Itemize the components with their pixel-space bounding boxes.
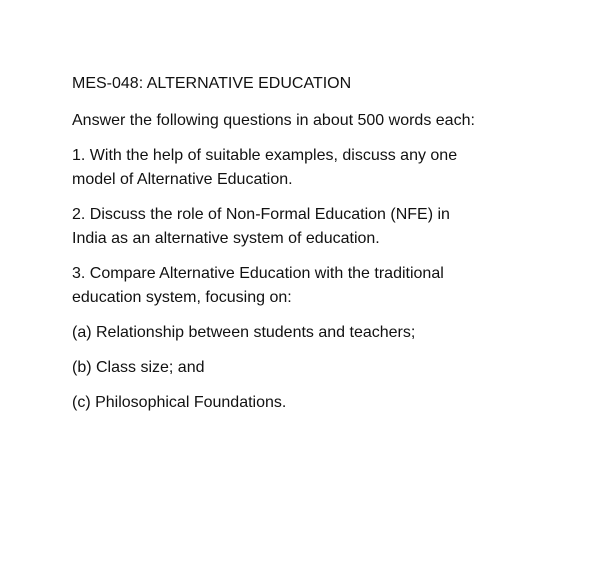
- document-page: [72, 72, 542, 426]
- question-3-line-2: education system, focusing on:: [72, 289, 292, 306]
- sub-point-c: (c) Philosophical Foundations.: [72, 394, 287, 411]
- sub-point-a: (a) Relationship between students and teachers;: [72, 324, 416, 341]
- question-3: [72, 262, 542, 310]
- sub-point-b: (b) Class size; and: [72, 359, 205, 376]
- question-1: [72, 144, 542, 192]
- question-1-line-1: 1. With the help of suitable examples, discuss any one: [72, 147, 458, 164]
- question-2: [72, 203, 542, 251]
- question-2-line-1: 2. Discuss the role of Non-Formal Education (NFE) in: [72, 206, 450, 223]
- question-2-line-2: India as an alternative system of education.: [72, 230, 380, 247]
- document-title: MES-048: ALTERNATIVE EDUCATION: [72, 75, 352, 92]
- question-3-line-1: 3. Compare Alternative Education with the traditional: [72, 265, 444, 282]
- instruction-text: Answer the following questions in about 500 words each:: [72, 112, 475, 129]
- question-1-line-2: model of Alternative Education.: [72, 171, 293, 188]
